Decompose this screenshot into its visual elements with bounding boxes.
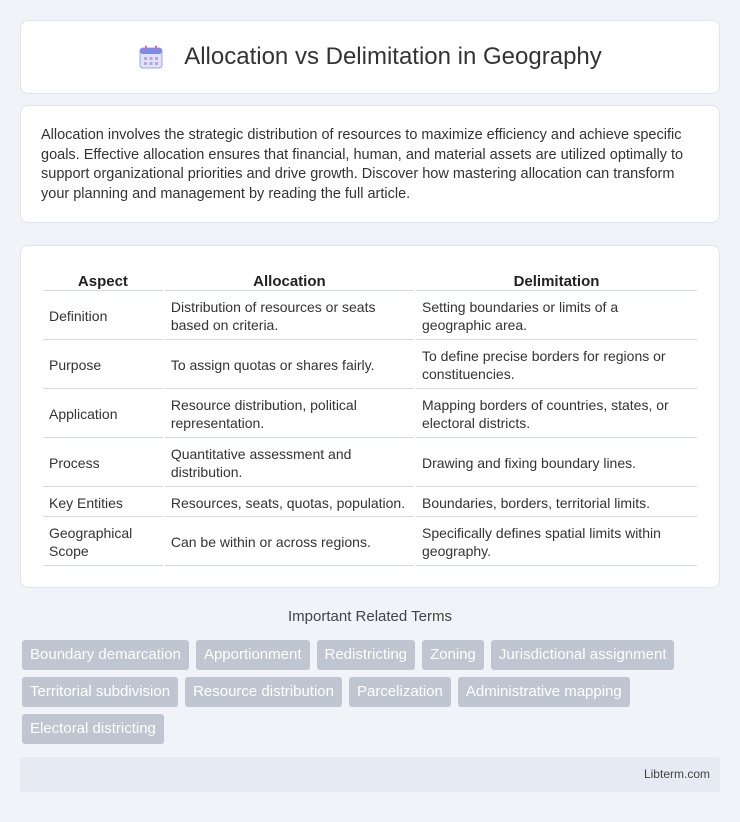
cell-delimitation: To define precise borders for regions or constituencies.	[416, 342, 697, 389]
related-term-tag[interactable]: Administrative mapping	[458, 677, 630, 707]
cell-allocation: Distribution of resources or seats based on criteria.	[165, 293, 414, 340]
cell-delimitation: Specifically defines spatial limits within geography.	[416, 519, 697, 566]
cell-delimitation: Drawing and fixing boundary lines.	[416, 440, 697, 487]
cell-aspect: Geographical Scope	[43, 519, 163, 566]
cell-allocation: Resources, seats, quotas, population.	[165, 489, 414, 517]
comparison-table	[41, 266, 699, 568]
related-terms-list	[22, 640, 722, 744]
cell-delimitation: Boundaries, borders, territorial limits.	[416, 489, 697, 517]
header-card	[20, 20, 720, 94]
related-term-tag[interactable]: Boundary demarcation	[22, 640, 189, 670]
header-allocation: Allocation	[165, 268, 414, 291]
related-terms-title: Important Related Terms	[288, 608, 452, 625]
cell-aspect: Process	[43, 440, 163, 487]
related-term-tag[interactable]: Parcelization	[349, 677, 451, 707]
title-wrap	[138, 43, 602, 71]
cell-aspect: Key Entities	[43, 489, 163, 517]
related-term-tag[interactable]: Zoning	[422, 640, 484, 670]
related-term-tag[interactable]: Resource distribution	[185, 677, 342, 707]
cell-allocation: Can be within or across regions.	[165, 519, 414, 566]
cell-delimitation: Setting boundaries or limits of a geographic area.	[416, 293, 697, 340]
cell-aspect: Definition	[43, 293, 163, 340]
calendar-icon	[138, 44, 164, 70]
header-delimitation: Delimitation	[416, 268, 697, 291]
table-row	[43, 519, 697, 566]
related-term-tag[interactable]: Jurisdictional assignment	[491, 640, 675, 670]
related-term-tag[interactable]: Apportionment	[196, 640, 310, 670]
footer-site-link[interactable]: Libterm.com	[643, 767, 710, 781]
table-header-row	[43, 268, 697, 291]
page-title: Allocation vs Delimitation in Geography	[184, 43, 602, 70]
footer	[20, 757, 720, 792]
related-term-tag[interactable]: Redistricting	[317, 640, 416, 670]
cell-aspect: Purpose	[43, 342, 163, 389]
table-row	[43, 342, 697, 389]
cell-allocation: Resource distribution, political representation.	[165, 391, 414, 438]
comparison-card	[20, 245, 720, 588]
related-term-tag[interactable]: Electoral districting	[22, 714, 164, 744]
table-row	[43, 293, 697, 340]
table-row	[43, 440, 697, 487]
cell-aspect: Application	[43, 391, 163, 438]
cell-allocation: To assign quotas or shares fairly.	[165, 342, 414, 389]
intro-card	[20, 105, 720, 223]
header-aspect: Aspect	[43, 268, 163, 291]
related-term-tag[interactable]: Territorial subdivision	[22, 677, 178, 707]
table-row	[43, 391, 697, 438]
intro-text: Allocation involves the strategic distribution of resources to maximize efficiency and achieve specific goals. Effective allocation ensures that financial, human, and material assets are utilized optimally to support organizational priorities and drive growth. Discover how mastering allocation can transform your planning and management by reading the full article.	[41, 127, 684, 202]
cell-allocation: Quantitative assessment and distribution.	[165, 440, 414, 487]
cell-delimitation: Mapping borders of countries, states, or electoral districts.	[416, 391, 697, 438]
table-row	[43, 489, 697, 517]
